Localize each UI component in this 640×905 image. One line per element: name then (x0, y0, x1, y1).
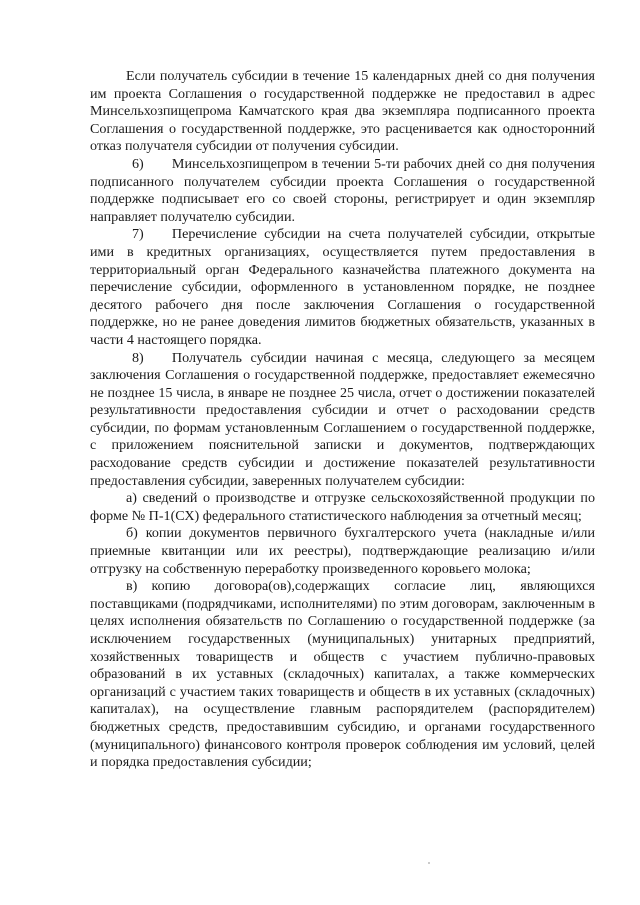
paragraph-item-6: 6) Минсельхозпищепром в течении 5-ти рабочих дней со дня получения подписанного получателем субсидии проекта Соглашения о государственной поддержке подписывает его со своей стороны, регистрирует и один экземпляр направляет получателю субсидии. (90, 155, 595, 225)
scan-artifact (428, 862, 430, 864)
document-body (90, 68, 595, 772)
paragraph-refusal-clause: Если получатель субсидии в течение 15 календарных дней со дня получения им проекта Соглашения о государственной поддержке не предоставил в адрес Минсельхозпищепрома Камчатского края два экземпляра подписанного проекта Соглашения о государственной поддержке, это расценивается как односторонний отказ получателя субсидии от получения субсидии. (90, 68, 595, 155)
paragraph-item-8: 8) Получатель субсидии начиная с месяца, следующего за месяцем заключения Соглашения о государственной поддержке, предоставляет ежемесячно не позднее 15 числа, в январе не позднее 25 числа, отчет о достижении показателей результативности предоставления субсидии и отчет о расходовании средств субсидии, по формам установленным Соглашением о государственной поддержке, с приложением пояснительной записки и документов, подтверждающих расходование средств субсидии и достижение показателей результативности предоставления субсидии, заверенных получателем субсидии: (90, 349, 595, 489)
paragraph-item-8c: в) копию договора(ов),содержащих согласие лиц, являющихся поставщиками (подрядчиками, исполнителями) по этим договорам, заключенным в целях исполнения обязательств по Соглашению о государственной поддержке (за исключением государственных (муниципальных) унитарных предприятий, хозяйственных товариществ и обществ с участием публично-правовых образований в их уставных (складочных) капиталах, а также коммерческих организаций с участием таких товариществ и обществ в их уставных (складочных) капиталах), на осуществление главным распорядителем (распорядителем) бюджетных средств, предоставившим субсидию, и органами государственного (муниципального) финансового контроля проверок соблюдения им условий, целей и порядка предоставления субсидии; (90, 578, 595, 771)
paragraph-item-8a: а) сведений о производстве и отгрузке сельскохозяйственной продукции по форме № П-1(СХ) федерального статистического наблюдения за отчетный месяц; (90, 490, 595, 524)
paragraph-item-7: 7) Перечисление субсидии на счета получателей субсидии, открытые ими в кредитных организациях, осуществляется путем предоставления в территориальный орган Федерального казначейства платежного документа на перечисление субсидии, оформленного в установленном порядке, не позднее десятого рабочего дня после заключения Соглашения о государственной поддержке, но не ранее доведения лимитов бюджетных обязательств, указанных в части 4 настоящего порядка. (90, 226, 595, 348)
paragraph-item-8b: б) копии документов первичного бухгалтерского учета (накладные и/или приемные квитанции или их реестры), подтверждающие реализацию и/или отгрузку на собственную переработку произведенного коровьего молока; (90, 525, 595, 577)
